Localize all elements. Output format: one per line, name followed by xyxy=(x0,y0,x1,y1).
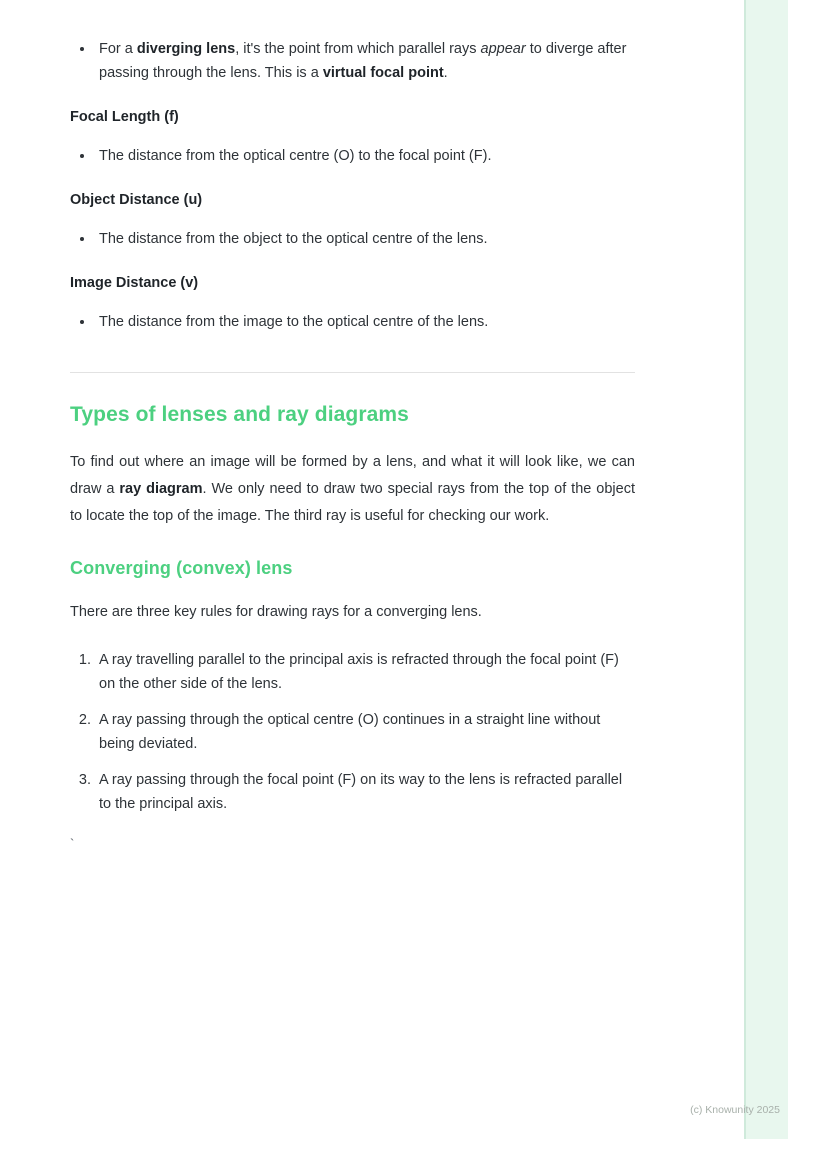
spacer xyxy=(70,208,635,226)
spacer xyxy=(70,291,635,309)
intro-bullet-list xyxy=(70,36,635,85)
spacer xyxy=(70,818,635,836)
spacer xyxy=(70,530,635,558)
spacer xyxy=(70,170,635,192)
emphasis-appear: appear xyxy=(480,41,526,57)
spacer xyxy=(70,125,635,143)
spacer xyxy=(70,336,635,372)
definition-list-focal-length xyxy=(70,143,635,168)
list-item: 3. A ray passing through the focal point (F) on its way to the lens is refracted parallel to the principal axis. xyxy=(95,768,635,816)
term-diverging-lens: diverging lens xyxy=(136,41,236,57)
list-item: 2. A ray passing through the optical centre (O) continues in a straight line without being deviated. xyxy=(95,708,635,756)
page-title: Types of lenses and ray diagrams xyxy=(70,403,409,426)
definition-heading-object-distance: Object Distance (u) xyxy=(70,192,203,208)
definition-heading-image-distance: Image Distance (v) xyxy=(70,275,199,291)
stray-backtick: ` xyxy=(70,836,75,851)
list-item: • For a diverging lens, it's the point from which parallel rays appear to diverge after passing through the lens. This is a virtual focal point. xyxy=(95,36,635,85)
spacer xyxy=(70,253,635,275)
term-ray-diagram: ray diagram xyxy=(119,481,203,497)
list-item: • The distance from the object to the optical centre of the lens. xyxy=(95,226,635,251)
footer-credit: (c) Knowunity 2025 xyxy=(690,1104,780,1116)
spacer xyxy=(70,427,635,449)
definition-list-object-distance xyxy=(70,226,635,251)
term-virtual-focal-point: virtual focal point xyxy=(322,65,444,81)
list-item: • The distance from the image to the optical centre of the lens. xyxy=(95,309,635,334)
spacer xyxy=(70,579,635,599)
spacer xyxy=(70,87,635,109)
subsection-intro: There are three key rules for drawing rays for a converging lens. xyxy=(70,604,482,620)
definition-heading-focal-length: Focal Length (f) xyxy=(70,109,179,125)
definition-list-image-distance xyxy=(70,309,635,334)
section-paragraph: To find out where an image will be formed by a lens, and what it will look like, we can draw a ray diagram. We only need to draw two special rays from the top of the object to locate the top of the image. The third ray is useful for checking our work. xyxy=(70,454,635,524)
converging-lens-rules-list xyxy=(70,648,635,816)
list-item: • The distance from the optical centre (O) to the focal point (F). xyxy=(95,143,635,168)
spacer xyxy=(70,626,635,648)
spacer xyxy=(70,373,635,403)
right-margin-strip xyxy=(746,0,788,1139)
subsection-title-converging-lens: Converging (convex) lens xyxy=(70,558,293,578)
document-content xyxy=(70,36,635,851)
list-item: 1. A ray travelling parallel to the principal axis is refracted through the focal point (F) on the other side of the lens. xyxy=(95,648,635,696)
